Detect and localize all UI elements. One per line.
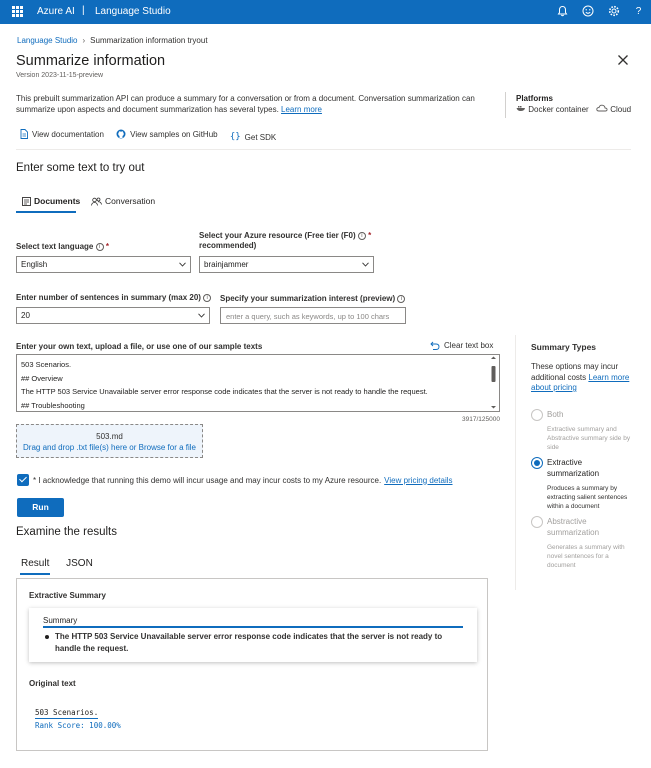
platform-docker: Docker container xyxy=(528,105,589,114)
page-title: Summarize information xyxy=(16,53,166,69)
option-both-label: Both xyxy=(547,410,564,419)
get-sdk-link[interactable] xyxy=(230,132,276,142)
bell-icon[interactable] xyxy=(556,5,569,18)
cloud-icon xyxy=(596,105,610,114)
resource-links xyxy=(20,129,286,142)
github-icon xyxy=(116,129,126,139)
resource-label-line2: recommended) xyxy=(199,241,257,250)
sentences-select[interactable] xyxy=(16,307,210,324)
active-tab-indicator xyxy=(16,211,76,213)
undo-icon xyxy=(430,341,440,350)
tab-result[interactable]: Result xyxy=(21,558,50,569)
result-panel xyxy=(16,578,488,751)
chevron-right-icon: › xyxy=(82,36,86,45)
results-active-tab-indicator xyxy=(20,573,50,575)
tab-documents[interactable] xyxy=(22,196,80,206)
tab-conversation[interactable] xyxy=(91,196,155,206)
clear-text-label: Clear text box xyxy=(444,341,494,350)
docker-icon xyxy=(516,105,528,114)
resource-label xyxy=(199,231,379,251)
language-label-text: Select text language xyxy=(16,242,94,251)
platforms-title: Platforms xyxy=(516,94,553,103)
info-icon[interactable]: i xyxy=(203,294,211,302)
summary-sentence: The HTTP 503 Service Unavailable server error response code indicates that the server is not ready to handle the request. xyxy=(55,632,443,653)
section-divider xyxy=(16,149,631,150)
document-icon xyxy=(20,129,28,139)
page-version: Version 2023-11-15-preview xyxy=(16,72,104,79)
language-select[interactable] xyxy=(16,256,191,273)
interest-placeholder: enter a query, such as keywords, up to 100 chars xyxy=(226,312,390,321)
tryout-heading: Enter some text to try out xyxy=(16,162,145,174)
language-value: English xyxy=(21,260,48,269)
extractive-summary-title: Extractive Summary xyxy=(29,591,106,600)
dropzone-text[interactable]: Drag and drop .txt file(s) here or Browse for a file xyxy=(23,443,196,452)
learn-more-link[interactable]: Learn more xyxy=(281,105,322,114)
tab-conversation-label: Conversation xyxy=(105,196,156,206)
platform-cloud: Cloud xyxy=(610,105,632,114)
info-icon[interactable]: i xyxy=(96,243,104,251)
option-extractive-label: Extractive summarization xyxy=(547,458,600,478)
brand-separator: | xyxy=(82,5,85,16)
braces-icon: {} xyxy=(229,132,241,142)
required-mark: * xyxy=(368,231,372,240)
radio-both[interactable] xyxy=(531,409,543,421)
resource-select[interactable] xyxy=(199,256,374,273)
acknowledge-row xyxy=(17,474,453,486)
gear-icon[interactable] xyxy=(607,5,620,18)
view-samples-link[interactable] xyxy=(116,129,217,139)
option-both-desc: Extractive summary and Abstractive summary side by side xyxy=(547,426,631,451)
view-documentation-label: View documentation xyxy=(32,129,104,139)
text-label: Enter your own text, upload a file, or use one of our sample texts xyxy=(16,342,263,351)
radio-abstractive[interactable] xyxy=(531,516,543,528)
text-line: 503 Scenarios. xyxy=(21,360,72,369)
option-abstractive-label: Abstractive summarization xyxy=(547,517,600,537)
summary-types-note-text: These options may incur additional costs xyxy=(531,362,619,382)
text-input-area[interactable] xyxy=(16,354,500,412)
summary-title: Summary xyxy=(43,616,78,625)
summary-card xyxy=(29,608,477,662)
results-tabs xyxy=(21,558,93,569)
info-icon[interactable]: i xyxy=(358,232,366,240)
pricing-details-link[interactable]: View pricing details xyxy=(384,475,453,485)
resource-label-line1: Select your Azure resource (Free tier (F0) xyxy=(199,231,356,240)
smiley-icon[interactable] xyxy=(581,5,594,18)
required-mark: * xyxy=(105,242,109,251)
text-line: ## Overview xyxy=(21,373,63,383)
text-line: ## Troubleshooting xyxy=(21,400,85,410)
language-label xyxy=(16,242,109,252)
view-samples-label: View samples on GitHub xyxy=(130,129,218,139)
option-abstractive-desc: Generates a summary with novel sentences for a document xyxy=(547,544,625,569)
resource-value: brainjammer xyxy=(204,260,249,269)
run-button[interactable]: Run xyxy=(17,498,64,517)
info-icon[interactable]: i xyxy=(397,295,405,303)
text-line: The HTTP 503 Service Unavailable server error response code indicates that the server is not ready to handle the request. xyxy=(21,387,428,396)
sentences-label xyxy=(16,293,211,303)
studio-name[interactable]: Language Studio xyxy=(95,6,171,17)
tab-json[interactable]: JSON xyxy=(66,558,93,569)
summary-underline xyxy=(43,626,463,628)
chevron-down-icon xyxy=(362,262,369,267)
file-dropzone[interactable] xyxy=(16,424,203,458)
sentences-label-text: Enter number of sentences in summary (max 20) xyxy=(16,293,201,302)
platforms-list xyxy=(516,104,631,114)
brand-name[interactable]: Azure AI xyxy=(37,6,75,17)
waffle-icon[interactable] xyxy=(12,6,23,17)
summary-types-note xyxy=(531,362,636,394)
radio-extractive[interactable] xyxy=(531,457,543,469)
interest-label xyxy=(220,294,405,304)
sentences-value: 20 xyxy=(21,311,30,320)
top-bar xyxy=(0,0,651,24)
people-icon xyxy=(91,197,102,206)
text-scrollbar[interactable] xyxy=(488,355,499,411)
summary-types-title: Summary Types xyxy=(531,342,597,352)
help-icon[interactable]: ? xyxy=(635,6,642,17)
breadcrumb xyxy=(17,36,208,45)
acknowledge-text: * I acknowledge that running this demo will incur usage and may incur costs to my Azure resource. xyxy=(33,475,382,485)
breadcrumb-current: Summarization information tryout xyxy=(90,36,208,45)
chevron-down-icon xyxy=(198,313,205,318)
original-sentence[interactable]: 503 Scenarios. xyxy=(35,708,99,717)
clear-text-button[interactable] xyxy=(430,341,493,350)
pricing-learn-more-link[interactable]: Learn more about pricing xyxy=(531,372,630,392)
summary-types-divider xyxy=(515,335,516,590)
acknowledge-checkbox[interactable] xyxy=(17,474,29,486)
close-icon[interactable] xyxy=(617,54,631,68)
interest-label-text: Specify your summarization interest (preview) xyxy=(220,294,396,303)
get-sdk-label: Get SDK xyxy=(244,132,277,142)
bullet-icon xyxy=(45,635,49,639)
interest-input[interactable] xyxy=(220,307,406,324)
chevron-down-icon xyxy=(179,262,186,267)
option-extractive-desc: Produces a summary by extracting salient sentences within a document xyxy=(547,485,628,510)
platforms-divider xyxy=(505,92,506,118)
rank-score: Rank Score: 100.00% xyxy=(35,721,121,730)
view-documentation-link[interactable] xyxy=(20,129,104,139)
tab-documents-label: Documents xyxy=(34,196,81,206)
document-tab-icon xyxy=(22,197,31,206)
results-heading: Examine the results xyxy=(16,526,117,538)
uploaded-file-name: 503.md xyxy=(96,432,123,441)
page-description xyxy=(16,93,486,115)
description-text: This prebuilt summarization API can produce a summary for a conversation or from a document. Conversation summarization can summarize upon aspects and document summarization has several types. xyxy=(16,94,475,114)
char-count: 3917/125000 xyxy=(462,416,500,423)
breadcrumb-root[interactable]: Language Studio xyxy=(17,36,78,45)
original-text-title: Original text xyxy=(29,679,76,688)
